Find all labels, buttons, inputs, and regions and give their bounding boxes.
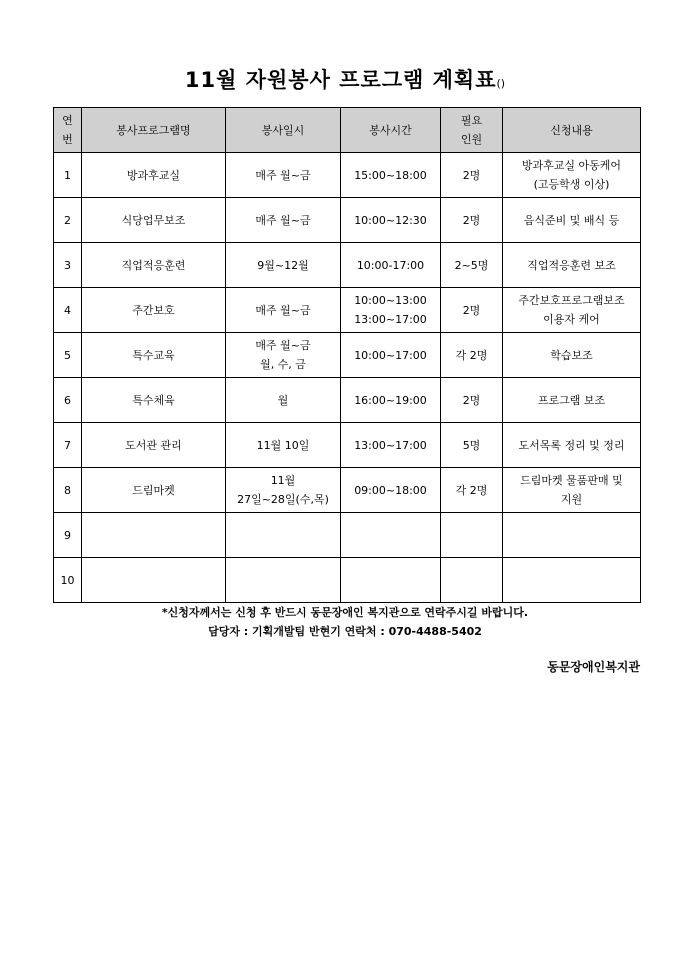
- cell-time: 13:00~17:00: [341, 423, 441, 468]
- cell-date: 11월 27일~28일(수,목): [226, 468, 341, 513]
- cell-time: 10:00~17:00: [341, 333, 441, 378]
- cell-people: 2명: [441, 378, 503, 423]
- table-row: [54, 468, 641, 513]
- cell-no: 10: [54, 558, 82, 603]
- volunteer-plan-table: [53, 107, 641, 603]
- cell-program: 식당업무보조: [82, 198, 226, 243]
- table-row: [54, 513, 641, 558]
- cell-date: 매주 월~금: [226, 288, 341, 333]
- cell-people: 2명: [441, 198, 503, 243]
- header-row: [54, 108, 641, 153]
- cell-no: 5: [54, 333, 82, 378]
- table-row: [54, 558, 641, 603]
- cell-no: 9: [54, 513, 82, 558]
- cell-no: 2: [54, 198, 82, 243]
- cell-time: [341, 513, 441, 558]
- table-row: [54, 243, 641, 288]
- cell-people: [441, 513, 503, 558]
- cell-program: [82, 558, 226, 603]
- cell-people: 각 2명: [441, 468, 503, 513]
- header-date: 봉사일시: [226, 108, 341, 153]
- cell-people: [441, 558, 503, 603]
- header-program: 봉사프로그램명: [82, 108, 226, 153]
- cell-time: 15:00~18:00: [341, 153, 441, 198]
- cell-people: 2~5명: [441, 243, 503, 288]
- cell-people: 각 2명: [441, 333, 503, 378]
- cell-program: 방과후교실: [82, 153, 226, 198]
- header-people: 필요 인원: [441, 108, 503, 153]
- cell-program: [82, 513, 226, 558]
- cell-time: 10:00~12:30: [341, 198, 441, 243]
- cell-no: 1: [54, 153, 82, 198]
- table-row: [54, 423, 641, 468]
- cell-people: 5명: [441, 423, 503, 468]
- cell-content: [503, 513, 641, 558]
- cell-no: 7: [54, 423, 82, 468]
- organization-name: 동문장애인복지관: [547, 660, 640, 674]
- cell-content: 직업적응훈련 보조: [503, 243, 641, 288]
- table-row: [54, 153, 641, 198]
- cell-date: 월: [226, 378, 341, 423]
- cell-no: 3: [54, 243, 82, 288]
- cell-time: 10:00~13:00 13:00~17:00: [341, 288, 441, 333]
- cell-content: 학습보조: [503, 333, 641, 378]
- contact-notice: *신청자께서는 신청 후 반드시 동문장애인 복지관으로 연락주시길 바랍니다.: [161, 606, 529, 619]
- contact-person: 담당자 : 기획개발팀 반현기 연락처 : 070-4488-5402: [208, 625, 482, 638]
- cell-time: 09:00~18:00: [341, 468, 441, 513]
- cell-date: 매주 월~금 월, 수, 금: [226, 333, 341, 378]
- cell-date: 9월~12월: [226, 243, 341, 288]
- cell-program: 드림마켓: [82, 468, 226, 513]
- cell-date: 11월 10일: [226, 423, 341, 468]
- cell-content: 음식준비 및 배식 등: [503, 198, 641, 243]
- cell-program: 직업적응훈련: [82, 243, 226, 288]
- cell-no: 8: [54, 468, 82, 513]
- page-title: 11월 자원봉사 프로그램 계획표(): [184, 68, 506, 92]
- table-row: [54, 378, 641, 423]
- cell-content: 프로그램 보조: [503, 378, 641, 423]
- cell-time: 10:00-17:00: [341, 243, 441, 288]
- cell-date: [226, 513, 341, 558]
- cell-program: 특수체육: [82, 378, 226, 423]
- cell-program: 특수교육: [82, 333, 226, 378]
- cell-program: 주간보호: [82, 288, 226, 333]
- cell-people: 2명: [441, 288, 503, 333]
- table-row: [54, 288, 641, 333]
- cell-no: 6: [54, 378, 82, 423]
- cell-content: 방과후교실 아동케어 (고등학생 이상): [503, 153, 641, 198]
- cell-content: 주간보호프로그램보조 이용자 케어: [503, 288, 641, 333]
- header-time: 봉사시간: [341, 108, 441, 153]
- cell-no: 4: [54, 288, 82, 333]
- table-row: [54, 198, 641, 243]
- cell-program: 도서관 관리: [82, 423, 226, 468]
- cell-date: 매주 월~금: [226, 153, 341, 198]
- cell-time: [341, 558, 441, 603]
- title-suffix: (): [496, 77, 506, 90]
- table-row: [54, 333, 641, 378]
- cell-people: 2명: [441, 153, 503, 198]
- header-content: 신청내용: [503, 108, 641, 153]
- cell-time: 16:00~19:00: [341, 378, 441, 423]
- cell-content: 도서목록 정리 및 정리: [503, 423, 641, 468]
- cell-content: [503, 558, 641, 603]
- cell-content: 드림마켓 물품판매 및 지원: [503, 468, 641, 513]
- cell-date: [226, 558, 341, 603]
- header-no: 연 번: [54, 108, 82, 153]
- cell-date: 매주 월~금: [226, 198, 341, 243]
